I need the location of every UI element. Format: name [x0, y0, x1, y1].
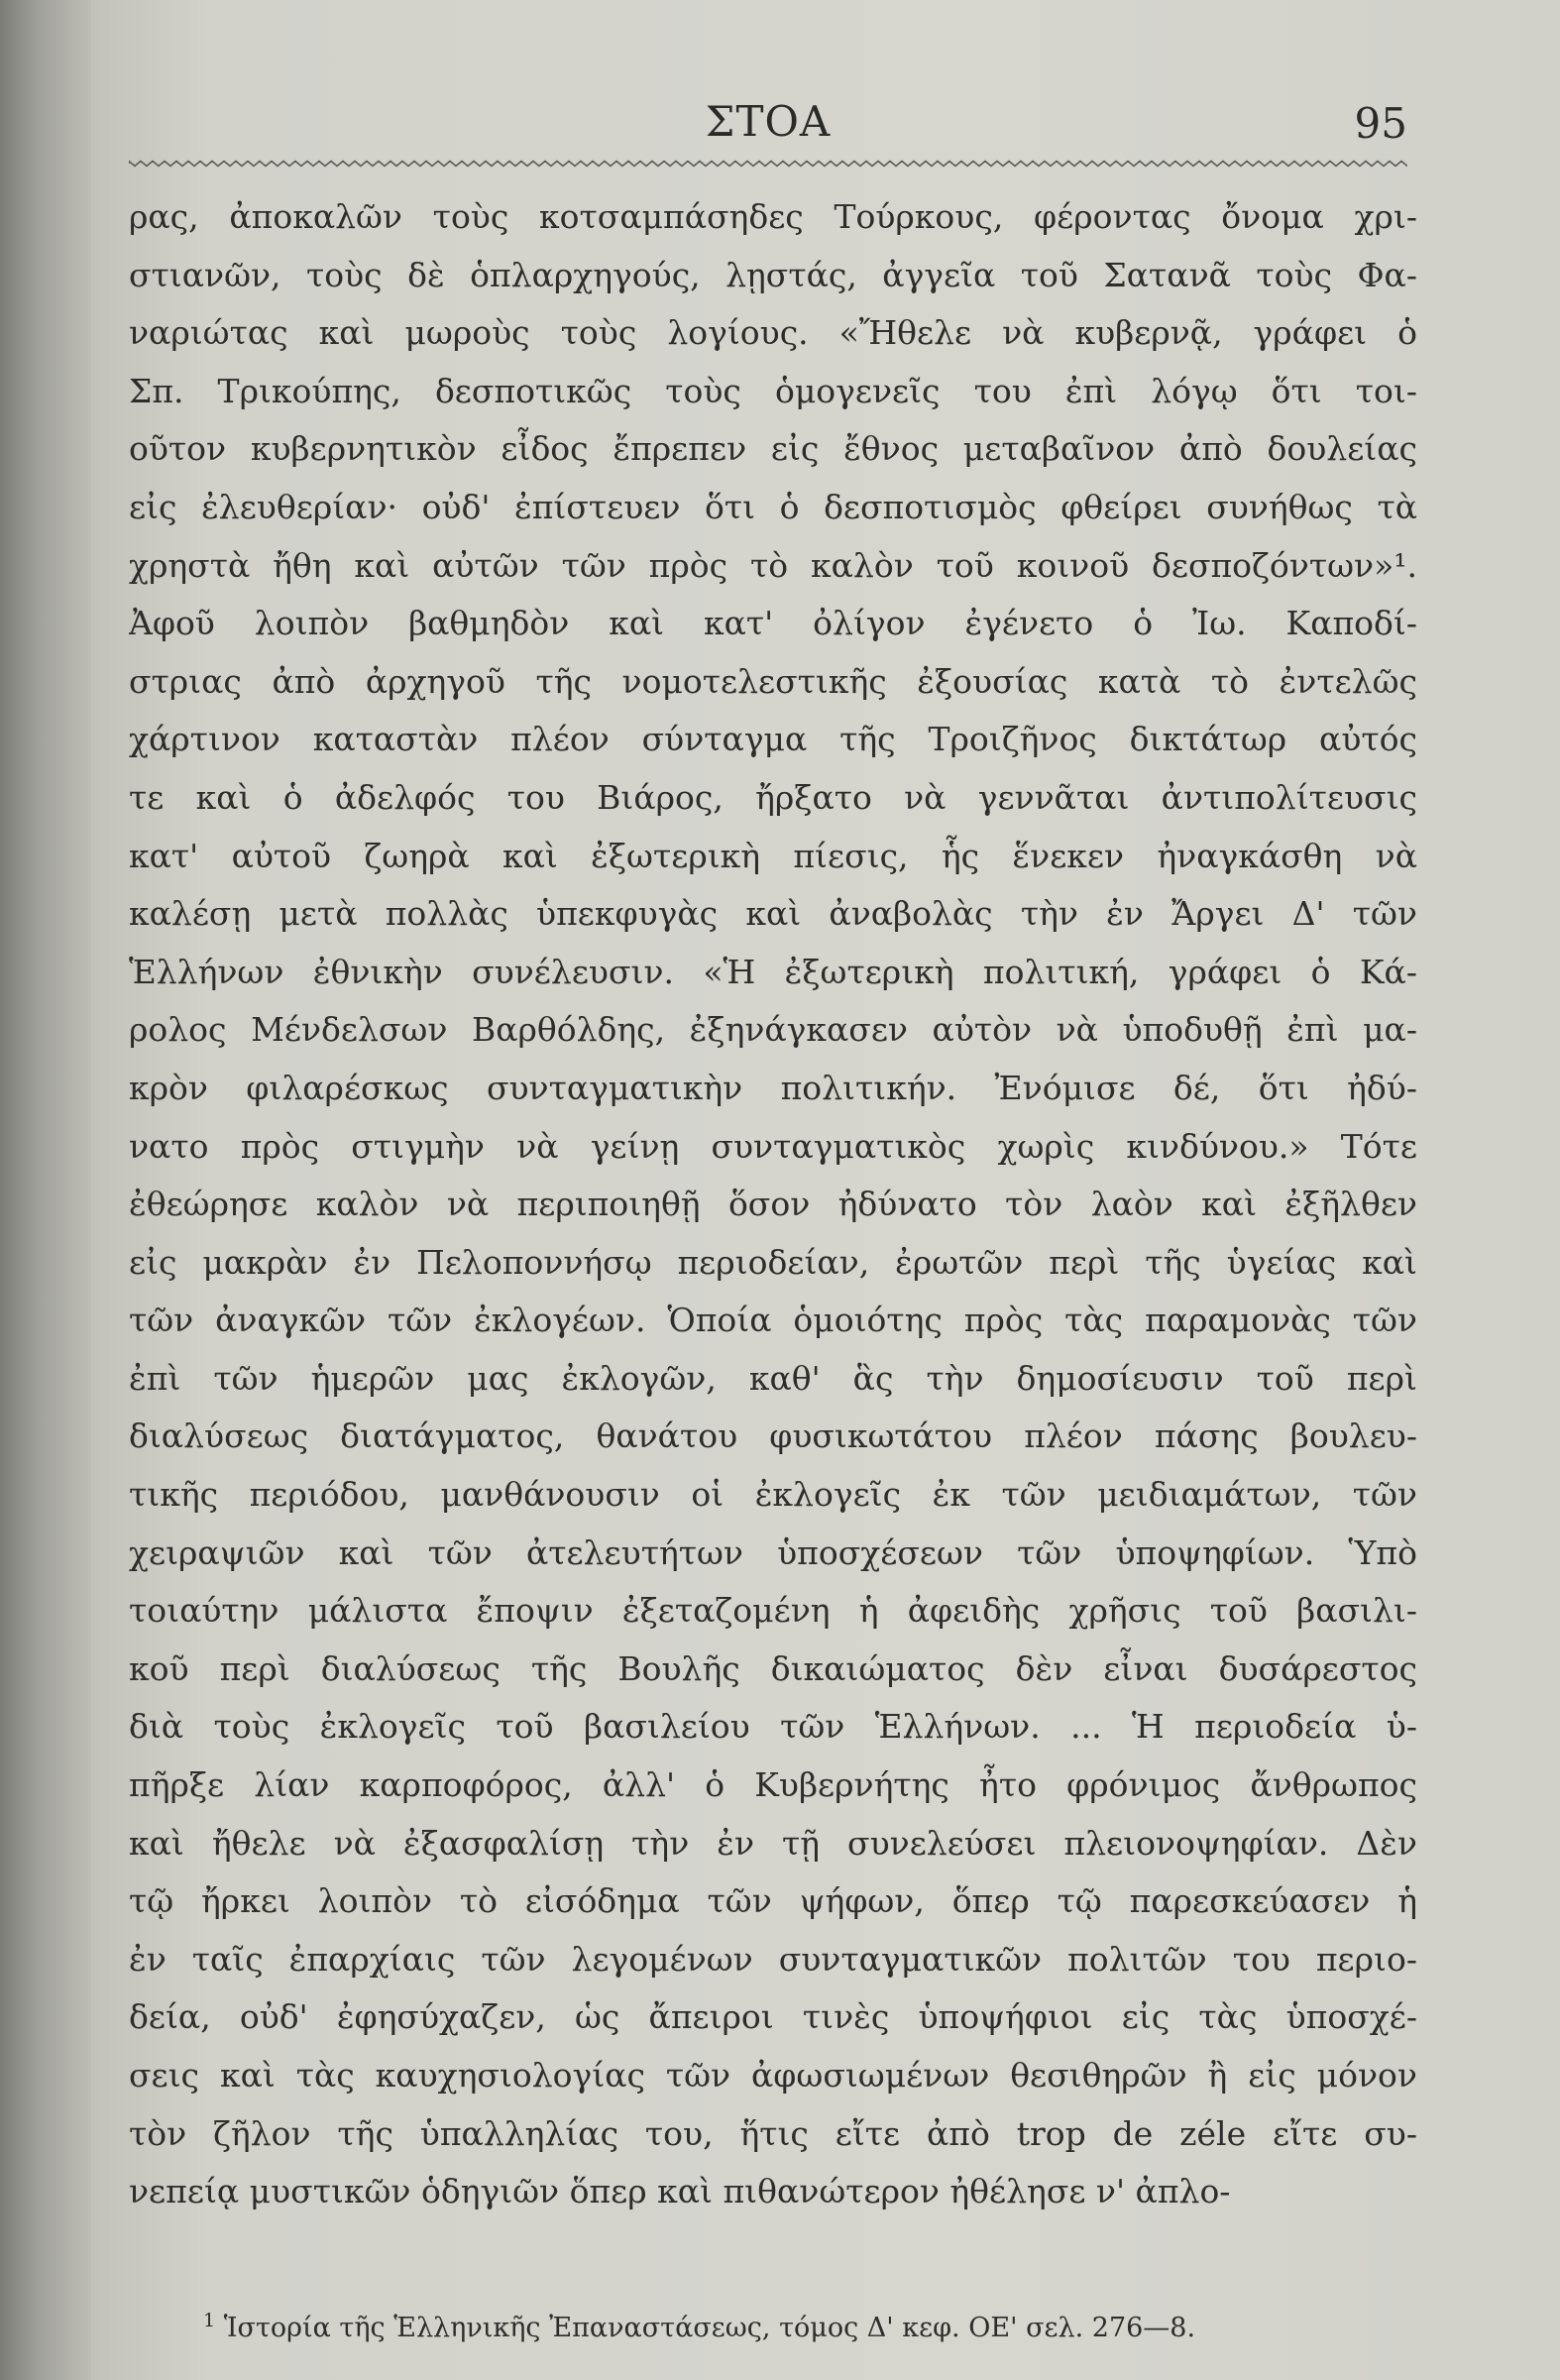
text-line: διὰ τοὺς ἐκλογεῖς τοῦ βασιλείου τῶν Ἑλλήνων. ... Ἡ περιοδεία ὑ- [129, 1707, 1417, 1747]
text-line: κατ' αὐτοῦ ζωηρὰ καὶ ἐξωτερικὴ πίεσις, ἧς ἕνεκεν ἠναγκάσθη νὰ [129, 836, 1417, 875]
running-title: ΣΤΟΑ [705, 97, 832, 146]
footnote-marker: 1 [203, 2310, 216, 2331]
text-line: τικῆς περιόδου, μανθάνουσιν οἱ ἐκλογεῖς ἐκ τῶν μειδιαμάτων, τῶν [129, 1475, 1417, 1515]
text-line: νατο πρὸς στιγμὴν νὰ γείνῃ συνταγματικὸς χωρὶς κινδύνου.» Τότε [129, 1126, 1417, 1166]
text-line: νεπείᾳ μυστικῶν ὁδηγιῶν ὅπερ καὶ πιθανώτερον ἠθέλησε ν' ἀπλο- [129, 2172, 1231, 2211]
text-line: τὸν ζῆλον τῆς ὑπαλληλίας του, ἥτις εἴτε ἀπὸ trop de zéle εἴτε συ- [129, 2113, 1417, 2153]
text-line: τοιαύτην μάλιστα ἔποψιν ἐξεταζομένη ἡ ἀφειδὴς χρῆσις τοῦ βασιλι- [129, 1591, 1417, 1631]
text-line: ἐθεώρησε καλὸν νὰ περιποιηθῇ ὅσον ἠδύνατο τὸν λαὸν καὶ ἐξῆλθεν [129, 1185, 1417, 1224]
text-line: ρας, ἀποκαλῶν τοὺς κοτσαμπάσηδες Τούρκους, φέροντας ὄνομα χρι- [129, 197, 1417, 236]
header-rule [129, 157, 1407, 170]
text-line: οῦτον κυβερνητικὸν εἶδος ἔπρεπεν εἰς ἔθνος μεταβαῖνον ἀπὸ δουλείας [129, 429, 1417, 469]
text-line: χρηστὰ ἤθη καὶ αὐτῶν τῶν πρὸς τὸ καλὸν τοῦ κοινοῦ δεσποζόντων»¹. [129, 545, 1417, 585]
text-line: διαλύσεως διατάγματος, θανάτου φυσικωτάτου πλέον πάσης βουλευ- [129, 1417, 1417, 1456]
book-spine-shadow [0, 0, 91, 2380]
text-line: ἐπὶ τῶν ἡμερῶν μας ἐκλογῶν, καθ' ἃς τὴν δημοσίευσιν τοῦ περὶ [129, 1358, 1417, 1398]
text-line: κοῦ περὶ διαλύσεως τῆς Βουλῆς δικαιώματος δὲν εἶναι δυσάρεστος [129, 1648, 1417, 1688]
page-number: 95 [1354, 99, 1407, 148]
text-line: καλέσῃ μετὰ πολλὰς ὑπεκφυγὰς καὶ ἀναβολὰς τὴν ἐν Ἄργει Δ' τῶν [129, 894, 1417, 934]
text-line: καὶ ἤθελε νὰ ἐξασφαλίσῃ τὴν ἐν τῇ συνελεύσει πλειονοψηφίαν. Δὲν [129, 1823, 1417, 1863]
text-line: δεία, οὐδ' ἐφησύχαζεν, ὡς ἄπειροι τινὲς ὑποψήφιοι εἰς τὰς ὑποσχέ- [129, 1997, 1417, 2037]
footnote [203, 2310, 1195, 2343]
text-line: τῷ ἤρκει λοιπὸν τὸ εἰσόδημα τῶν ψήφων, ὅπερ τῷ παρεσκεύασεν ἡ [129, 1881, 1417, 1921]
text-line: στιανῶν, τοὺς δὲ ὁπλαρχηγούς, λῃστάς, ἀγγεῖα τοῦ Σατανᾶ τοὺς Φα- [129, 255, 1417, 294]
text-line: ναριώτας καὶ μωροὺς τοὺς λογίους. «Ἤθελε νὰ κυβερνᾷ, γράφει ὁ [129, 313, 1417, 353]
text-line: τῶν ἀναγκῶν τῶν ἐκλογέων. Ὁποία ὁμοιότης πρὸς τὰς παραμονὰς τῶν [129, 1301, 1417, 1340]
page-header [129, 97, 1407, 157]
body-text [129, 188, 1417, 2221]
text-line: πῆρξε λίαν καρποφόρος, ἀλλ' ὁ Κυβερνήτης ἦτο φρόνιμος ἄνθρωπος [129, 1765, 1417, 1805]
text-line: Ἑλλήνων ἐθνικὴν συνέλευσιν. «Ἡ ἐξωτερικὴ πολιτική, γράφει ὁ Κά- [129, 952, 1417, 991]
text-line: χάρτινον καταστὰν πλέον σύνταγμα τῆς Τροιζῆνος δικτάτωρ αὐτός [129, 720, 1417, 759]
text-line: στριας ἀπὸ ἀρχηγοῦ τῆς νομοτελεστικῆς ἐξουσίας κατὰ τὸ ἐντελῶς [129, 661, 1417, 701]
text-line: τε καὶ ὁ ἀδελφός του Βιάρος, ἤρξατο νὰ γεννᾶται ἀντιπολίτευσις [129, 777, 1417, 817]
text-line: Ἀφοῦ λοιπὸν βαθμηδὸν καὶ κατ' ὀλίγον ἐγένετο ὁ Ἰω. Καποδί- [129, 604, 1417, 643]
text-line: Σπ. Τρικούπης, δεσποτικῶς τοὺς ὁμογενεῖς του ἐπὶ λόγῳ ὅτι τοι- [129, 371, 1417, 410]
text-line: ρολος Μένδελσων Βαρθόλδης, ἐξηνάγκασεν αὐτὸν νὰ ὑποδυθῇ ἐπὶ μα- [129, 1010, 1417, 1050]
text-line: εἰς μακρὰν ἐν Πελοποννήσῳ περιοδείαν, ἐρωτῶν περὶ τῆς ὑγείας καὶ [129, 1242, 1417, 1282]
text-line: εἰς ἐλευθερίαν· οὐδ' ἐπίστευεν ὅτι ὁ δεσποτισμὸς φθείρει συνήθως τὰ [129, 487, 1417, 526]
footnote-text: Ἱστορία τῆς Ἑλληνικῆς Ἐπαναστάσεως, τόμος Δ' κεφ. ΟΕ' σελ. 276—8. [223, 2313, 1196, 2343]
text-line: σεις καὶ τὰς καυχησιολογίας τῶν ἀφωσιωμένων θεσιθηρῶν ἢ εἰς μόνον [129, 2056, 1417, 2095]
text-line: χειραψιῶν καὶ τῶν ἀτελευτήτων ὑποσχέσεων τῶν ὑποψηφίων. Ὑπὸ [129, 1532, 1417, 1572]
text-line: κρὸν φιλαρέσκως συνταγματικὴν πολιτικήν. Ἐνόμισε δέ, ὅτι ἠδύ- [129, 1068, 1417, 1107]
text-line: ἐν ταῖς ἐπαρχίαις τῶν λεγομένων συνταγματικῶν πολιτῶν του περιο- [129, 1939, 1417, 1979]
